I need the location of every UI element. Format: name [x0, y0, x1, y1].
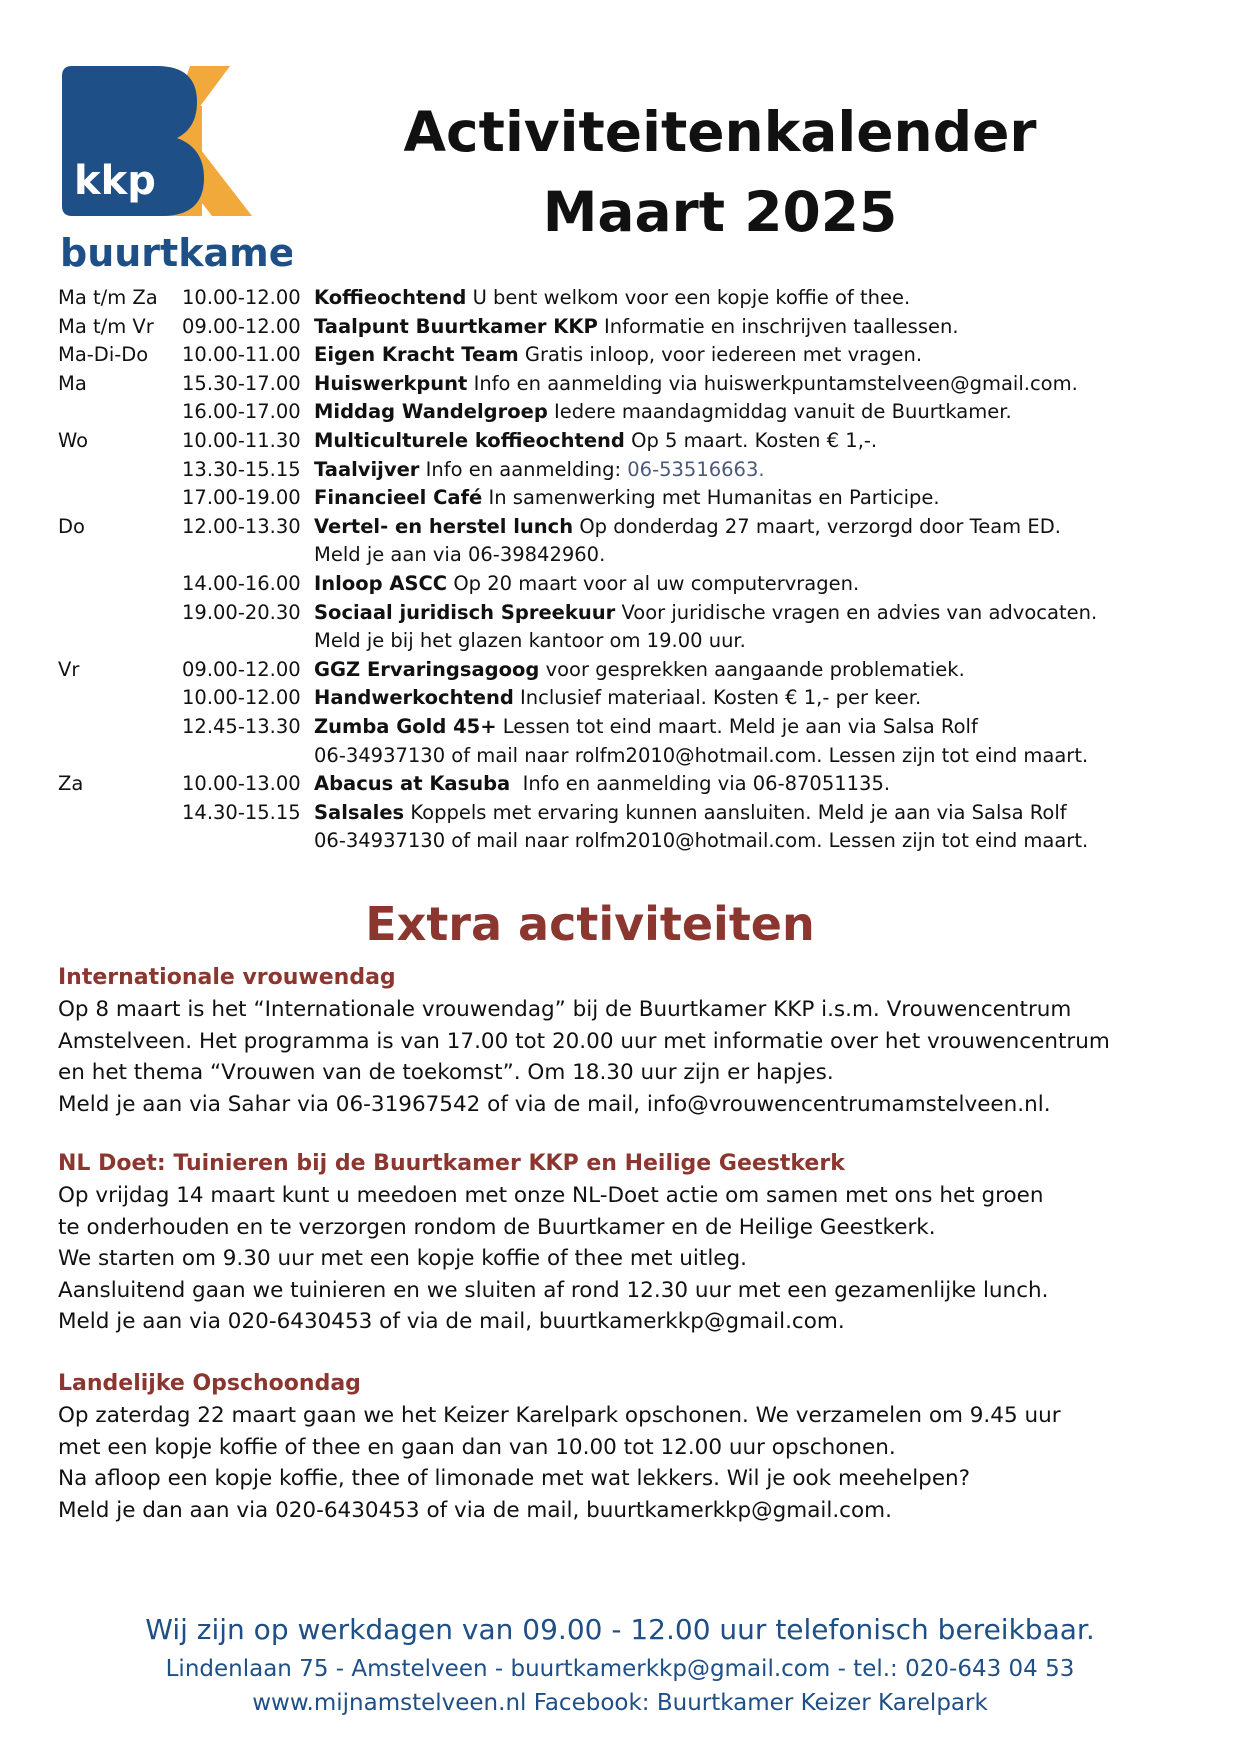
section-vrouwendag [58, 962, 1168, 1120]
logo-buurtkamer-text: buurtkamer [62, 231, 292, 275]
calendar-description [314, 341, 922, 369]
calendar-time: 09.00-12.00 [182, 314, 301, 338]
activity-text: 06-34937130 of mail naar rolfm2010@hotmail.com. Lessen zijn tot eind maart. [314, 829, 1089, 853]
section-line: Meld je aan via 020-6430453 of via de mail, buurtkamerkkp@gmail.com. [58, 1309, 845, 1334]
activity-title: Salsales [314, 800, 405, 824]
calendar-row [58, 570, 1178, 599]
activity-text: Meld je aan via 06-39842960. [314, 543, 606, 567]
activity-title: Eigen Kracht Team [314, 343, 519, 367]
calendar-description [314, 427, 877, 455]
section-line: Meld je aan via Sahar via 06-31967542 of via de mail, info@vrouwencentrumamstelveen.nl. [58, 1091, 1051, 1117]
footer-web: www.mijnamstelveen.nl Facebook: Buurtkamer Keizer Karelpark [252, 1690, 988, 1716]
title-line-1: Activiteitenkalender [403, 100, 1037, 164]
calendar-day: Za [58, 772, 84, 796]
activity-text: Info en aanmelding: [419, 457, 628, 481]
calendar-row [58, 456, 1178, 485]
calendar-row [58, 427, 1178, 456]
section-line: en het thema “Vrouwen van de toekomst”. Om 18.30 uur zijn er hapjes. [58, 1060, 834, 1085]
activity-title: Abacus at Kasuba [314, 772, 511, 796]
calendar-row [58, 684, 1178, 713]
section-line: Op vrijdag 14 maart kunt u meedoen met onze NL-Doet actie om samen met ons het groen [58, 1183, 1044, 1208]
calendar-row [58, 313, 1178, 342]
section-title: Internationale vrouwendag [58, 965, 396, 990]
calendar-description [314, 398, 1012, 426]
activity-text: Lessen tot eind maart. Meld je aan via Salsa Rolf [496, 714, 978, 738]
section-title: Landelijke Opschoondag [58, 1371, 361, 1396]
calendar-description [314, 370, 1078, 398]
calendar-description [314, 313, 959, 341]
calendar-time: 14.00-16.00 [182, 571, 301, 595]
calendar-row [58, 484, 1178, 513]
calendar-time: 10.00-12.00 [182, 286, 301, 309]
calendar-row [58, 656, 1178, 685]
calendar-row [58, 541, 1178, 570]
section-line: We starten om 9.30 uur met een kopje koffie of thee met uitleg. [58, 1246, 747, 1271]
section-line: te onderhouden en te verzorgen rondom de Buurtkamer en de Heilige Geestkerk. [58, 1214, 936, 1240]
calendar-time: 10.00-13.00 [182, 772, 301, 796]
section-nl-doet [58, 1148, 1168, 1338]
calendar-row [58, 370, 1178, 399]
calendar-description [314, 799, 1067, 827]
kkp-logo-mark [62, 66, 292, 276]
calendar-time: 13.30-15.15 [182, 457, 301, 481]
activity-text: Gratis inloop, voor iedereen met vragen. [518, 343, 923, 367]
activity-text: Op 20 maart voor al uw computervragen. [447, 571, 860, 595]
activity-title: Inloop ASCC [314, 571, 448, 595]
calendar-description [314, 570, 859, 598]
activity-text: Info en aanmelding via 06-87051135. [510, 772, 891, 796]
calendar-row [58, 398, 1178, 427]
activity-title: Koffieochtend [314, 286, 467, 309]
footer-address: Lindenlaan 75 - Amstelveen - buurtkamerkkp@gmail.com - tel.: 020-643 04 53 [165, 1656, 1075, 1682]
calendar-day: Ma t/m Vr [58, 314, 154, 338]
activity-title: Taalvijver [314, 457, 420, 481]
extra-activities-heading: Extra activiteiten [365, 897, 815, 951]
calendar-time: 16.00-17.00 [182, 400, 301, 424]
logo-kkp-text: kkp [74, 158, 156, 204]
calendar-day: Ma [58, 371, 87, 395]
calendar-row [58, 284, 1178, 313]
calendar-description [314, 627, 746, 655]
calendar-day: Wo [58, 428, 89, 452]
calendar-time: 19.00-20.30 [182, 600, 301, 624]
page-title [390, 92, 1050, 252]
section-line: Meld je dan aan via 020-6430453 of via de mail, buurtkamerkkp@gmail.com. [58, 1497, 892, 1523]
calendar-row [58, 627, 1178, 656]
calendar-time: 17.00-19.00 [182, 486, 301, 510]
activity-text: Op donderdag 27 maart, verzorgd door Team ED. [573, 514, 1061, 538]
activity-text: Voor juridische vragen en advies van advocaten. [615, 600, 1098, 624]
calendar-time: 14.30-15.15 [182, 800, 301, 824]
section-line: Op 8 maart is het “Internationale vrouwendag” bij de Buurtkamer KKP i.s.m. Vrouwencentrum [58, 997, 1072, 1022]
calendar-description [314, 713, 978, 741]
activity-title: GGZ Ervaringsagoog [314, 657, 540, 681]
activity-text: In samenwerking met Humanitas en Participe. [482, 486, 940, 510]
calendar-description [314, 742, 1088, 770]
activity-text: Koppels met ervaring kunnen aansluiten. Meld je aan via Salsa Rolf [404, 800, 1067, 824]
calendar-row [58, 770, 1178, 799]
section-opschoondag [58, 1368, 1168, 1526]
activity-title: Vertel- en herstel lunch [314, 514, 574, 538]
section-line: Op zaterdag 22 maart gaan we het Keizer Karelpark opschonen. We verzamelen om 9.45 uur [58, 1403, 1061, 1428]
section-line: Amstelveen. Het programma is van 17.00 tot 20.00 uur met informatie over het vrouwencentrum [58, 1028, 1110, 1054]
calendar-row [58, 713, 1178, 742]
activity-text: Informatie en inschrijven taallessen. [597, 314, 959, 338]
calendar-time: 10.00-11.30 [182, 428, 301, 452]
activity-text: Inclusief materiaal. Kosten € 1,- per keer. [513, 686, 922, 710]
calendar-row [58, 341, 1178, 370]
calendar-description [314, 599, 1097, 627]
activity-title: Taalpunt Buurtkamer KKP [314, 314, 598, 338]
activity-title: Middag Wandelgroep [314, 400, 548, 424]
activity-title: Sociaal juridisch Spreekuur [314, 600, 616, 624]
calendar-description [314, 284, 910, 312]
buurtkamer-logo [62, 66, 292, 276]
calendar-row [58, 599, 1178, 628]
section-line: Aansluitend gaan we tuinieren en we sluiten af rond 12.30 uur met een gezamenlijke lunch. [58, 1277, 1049, 1303]
calendar-day: Ma t/m Za [58, 286, 158, 309]
calendar-time: 10.00-12.00 [182, 686, 301, 710]
calendar-description [314, 513, 1061, 541]
activity-text: Meld je bij het glazen kantoor om 19.00 uur. [314, 629, 746, 653]
calendar-description [314, 684, 921, 712]
calendar-description [314, 827, 1088, 855]
calendar-description [314, 541, 605, 569]
section-line: met een kopje koffie of thee en gaan dan van 10.00 tot 12.00 uur opschonen. [58, 1434, 896, 1460]
calendar-time: 15.30-17.00 [182, 371, 301, 395]
calendar-row [58, 827, 1178, 856]
activity-title: Financieel Café [314, 486, 483, 510]
activity-text: voor gesprekken aangaande problematiek. [539, 657, 965, 681]
activity-title: Handwerkochtend [314, 686, 514, 710]
calendar-time: 12.45-13.30 [182, 714, 301, 738]
calendar-row [58, 799, 1178, 828]
activity-text: Op 5 maart. Kosten € 1,-. [624, 428, 878, 452]
activity-text: U bent welkom voor een kopje koffie of thee. [466, 286, 911, 309]
calendar-description [314, 456, 765, 484]
calendar-row [58, 742, 1178, 771]
calendar-row [58, 513, 1178, 542]
calendar-day: Vr [58, 657, 80, 681]
phone-link[interactable]: 06-53516663. [627, 457, 765, 481]
activity-title: Zumba Gold 45+ [314, 714, 497, 738]
activity-title: Multiculturele koffieochtend [314, 428, 625, 452]
activity-text: 06-34937130 of mail naar rolfm2010@hotmail.com. Lessen zijn tot eind maart. [314, 743, 1089, 767]
calendar-description [314, 484, 940, 512]
section-line: Na afloop een kopje koffie, thee of limonade met wat lekkers. Wil je ook meehelpen? [58, 1466, 971, 1491]
calendar-day: Do [58, 514, 85, 538]
activity-calendar [58, 284, 1178, 856]
calendar-time: 09.00-12.00 [182, 657, 301, 681]
calendar-time: 10.00-11.00 [182, 343, 301, 367]
activity-title: Huiswerkpunt [314, 371, 468, 395]
calendar-description [314, 656, 965, 684]
activity-text: Iedere maandagmiddag vanuit de Buurtkamer. [547, 400, 1012, 424]
title-line-2: Maart 2025 [542, 180, 898, 244]
activity-text: Info en aanmelding via huiswerkpuntamstelveen@gmail.com. [467, 371, 1078, 395]
calendar-description [314, 770, 890, 798]
calendar-day: Ma-Di-Do [58, 343, 149, 367]
section-title: NL Doet: Tuinieren bij de Buurtkamer KKP en Heilige Geestkerk [58, 1151, 845, 1176]
calendar-time: 12.00-13.30 [182, 514, 301, 538]
footer-hours: Wij zijn op werkdagen van 09.00 - 12.00 uur telefonisch bereikbaar. [145, 1613, 1095, 1646]
